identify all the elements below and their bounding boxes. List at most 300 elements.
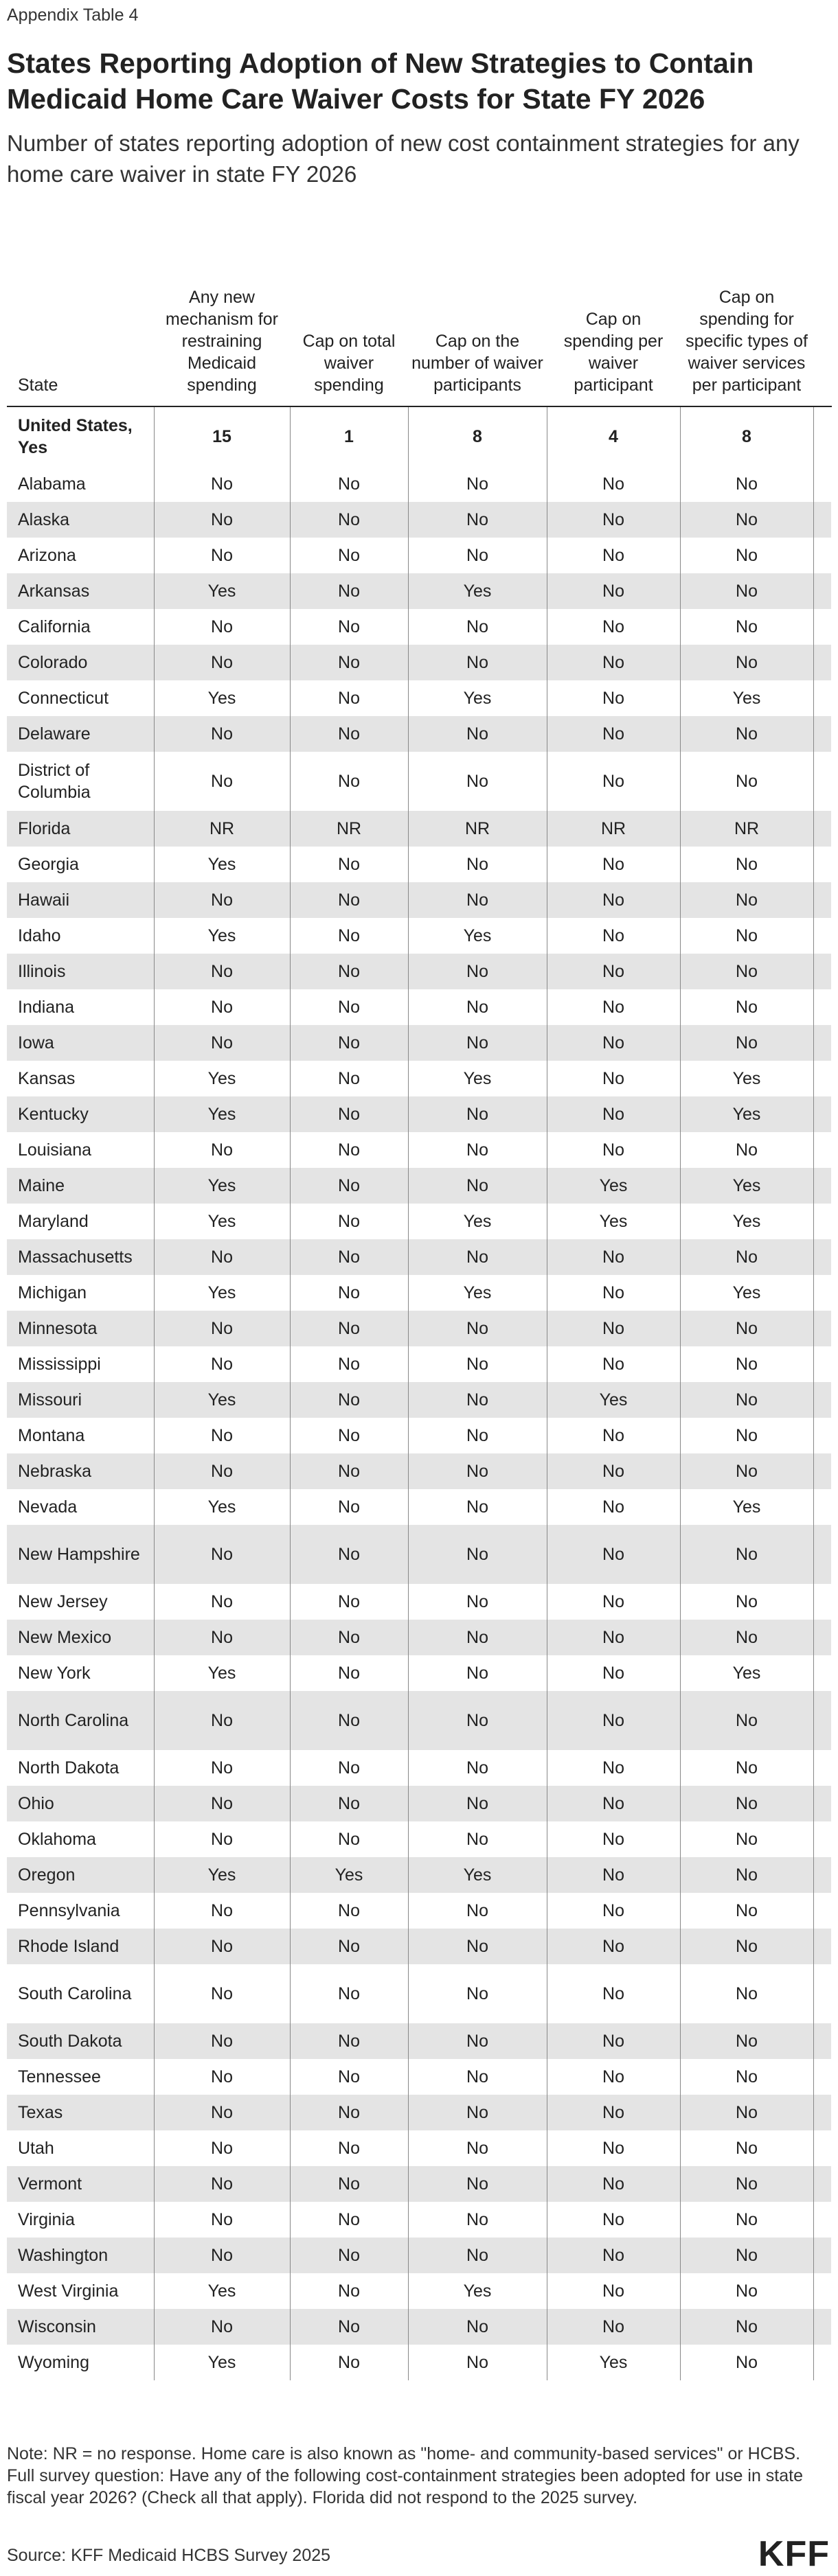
cell-cap-per-participant: No (547, 1620, 680, 1655)
table-row (7, 1691, 831, 1750)
cell-cap-total-spending: No (290, 1275, 408, 1311)
table-row (7, 1584, 831, 1620)
cell-cap-total-spending: No (290, 1750, 408, 1786)
table-cell-cutoff (813, 1382, 831, 1418)
table-cell-cutoff (813, 1857, 831, 1893)
cell-cap-specific-services: No (680, 1525, 813, 1584)
cell-cap-total-spending: No (290, 2059, 408, 2095)
cell-cap-participants: No (408, 2023, 547, 2059)
page-subtitle: Number of states reporting adoption of new cost containment strategies for any home care waiver in state FY 2026 (7, 130, 800, 187)
cell-cap-participants: No (408, 645, 547, 680)
cell-cap-per-participant: No (547, 1239, 680, 1275)
table-cell-cutoff (813, 2309, 831, 2345)
cell-cap-specific-services: Yes (680, 680, 813, 716)
cell-cap-participants: No (408, 1453, 547, 1489)
cell-cap-specific-services: No (680, 1311, 813, 1346)
cell-cap-specific-services: No (680, 1857, 813, 1893)
table-cell-cutoff (813, 2202, 831, 2238)
cell-cap-per-participant: No (547, 2059, 680, 2095)
table-row (7, 1620, 831, 1655)
column-header-cap-total-spending: Cap on total waiver spending (302, 332, 396, 395)
cell-cap-participants: No (408, 1239, 547, 1275)
cell-cap-total-spending: No (290, 918, 408, 954)
cell-cap-participants: No (408, 752, 547, 811)
state-name-cell: South Carolina (7, 1964, 154, 2023)
state-name-cell: Iowa (7, 1025, 154, 1061)
cell-cap-per-participant: No (547, 680, 680, 716)
table-cell-cutoff (813, 989, 831, 1025)
cell-cap-specific-services: No (680, 1786, 813, 1821)
cell-cap-specific-services: Yes (680, 1096, 813, 1132)
total-cap-participants: 8 (408, 406, 547, 466)
state-name-cell: Mississippi (7, 1346, 154, 1382)
cell-cap-specific-services: No (680, 1453, 813, 1489)
cell-cap-participants: No (408, 1786, 547, 1821)
cell-cap-specific-services: No (680, 2238, 813, 2273)
state-name-cell: Illinois (7, 954, 154, 989)
cell-cap-total-spending: No (290, 2023, 408, 2059)
cell-cap-participants: No (408, 1525, 547, 1584)
cell-cap-per-participant: No (547, 1786, 680, 1821)
cell-cap-participants: No (408, 1893, 547, 1929)
state-name-cell: Kentucky (7, 1096, 154, 1132)
table-row (7, 1821, 831, 1857)
cell-cap-participants: No (408, 1132, 547, 1168)
state-name-cell: Wisconsin (7, 2309, 154, 2345)
cell-cap-per-participant: No (547, 1857, 680, 1893)
cell-cap-total-spending: No (290, 954, 408, 989)
cell-cap-total-spending: No (290, 538, 408, 573)
cell-cap-participants: No (408, 954, 547, 989)
cell-cap-participants: Yes (408, 2273, 547, 2309)
data-table (7, 217, 832, 2380)
cell-cap-per-participant: No (547, 2202, 680, 2238)
cell-cap-specific-services: No (680, 1620, 813, 1655)
table-row (7, 2130, 831, 2166)
data-table-container (7, 217, 831, 2380)
cell-cap-total-spending: No (290, 1929, 408, 1964)
cell-cap-total-spending: No (290, 1204, 408, 1239)
cell-cap-participants: No (408, 1311, 547, 1346)
cell-cap-specific-services: No (680, 1750, 813, 1786)
cell-cap-participants: No (408, 1096, 547, 1132)
table-cell-cutoff (813, 1893, 831, 1929)
state-name-cell: Nebraska (7, 1453, 154, 1489)
table-row (7, 1168, 831, 1204)
cell-cap-total-spending: No (290, 1620, 408, 1655)
cell-any-new-mechanism: Yes (154, 1275, 290, 1311)
cell-cap-specific-services: No (680, 2023, 813, 2059)
cell-cap-per-participant: No (547, 1311, 680, 1346)
cell-cap-total-spending: No (290, 1489, 408, 1525)
table-cell-cutoff (813, 752, 831, 811)
table-row (7, 811, 831, 847)
cell-any-new-mechanism: No (154, 1964, 290, 2023)
cell-cap-total-spending: No (290, 502, 408, 538)
cell-any-new-mechanism: No (154, 645, 290, 680)
total-row (7, 406, 831, 466)
cell-any-new-mechanism: No (154, 1453, 290, 1489)
column-header-state: State (18, 376, 58, 395)
table-row (7, 502, 831, 538)
cell-cap-participants: Yes (408, 1857, 547, 1893)
cell-cap-specific-services: Yes (680, 1655, 813, 1691)
total-row-label: United States, Yes (7, 406, 154, 466)
kicker-label: Appendix Table 4 (7, 5, 139, 25)
cell-any-new-mechanism: No (154, 1750, 290, 1786)
table-cell-cutoff (813, 645, 831, 680)
state-name-cell: Utah (7, 2130, 154, 2166)
cell-cap-total-spending: No (290, 1382, 408, 1418)
cell-cap-per-participant: No (547, 882, 680, 918)
state-name-cell: Rhode Island (7, 1929, 154, 1964)
cell-cap-per-participant: No (547, 466, 680, 502)
cell-cap-specific-services: No (680, 645, 813, 680)
table-cell-cutoff (813, 882, 831, 918)
table-row (7, 1893, 831, 1929)
cell-cap-specific-services: No (680, 1418, 813, 1453)
cell-cap-participants: No (408, 882, 547, 918)
table-cell-cutoff (813, 954, 831, 989)
cell-any-new-mechanism: No (154, 1821, 290, 1857)
cell-cap-specific-services: Yes (680, 1061, 813, 1096)
cell-cap-per-participant: No (547, 1061, 680, 1096)
table-row (7, 1489, 831, 1525)
state-name-cell: Montana (7, 1418, 154, 1453)
cell-cap-total-spending: No (290, 1061, 408, 1096)
cell-cap-specific-services: No (680, 2095, 813, 2130)
cell-cap-participants: Yes (408, 1204, 547, 1239)
cell-any-new-mechanism: Yes (154, 1489, 290, 1525)
cell-cap-total-spending: No (290, 2273, 408, 2309)
cell-cap-specific-services: No (680, 2166, 813, 2202)
cell-any-new-mechanism: Yes (154, 1168, 290, 1204)
cell-any-new-mechanism: Yes (154, 680, 290, 716)
cell-cap-participants: No (408, 1168, 547, 1204)
cell-cap-specific-services: No (680, 466, 813, 502)
cell-cap-per-participant: No (547, 502, 680, 538)
cell-cap-participants: No (408, 2095, 547, 2130)
table-row (7, 1239, 831, 1275)
cell-cap-per-participant: No (547, 847, 680, 882)
table-row (7, 609, 831, 645)
table-cell-cutoff (813, 1525, 831, 1584)
cell-any-new-mechanism: No (154, 1620, 290, 1655)
column-header-cap-participants: Cap on the number of waiver participants (411, 332, 543, 395)
table-row (7, 752, 831, 811)
cell-cap-specific-services: No (680, 502, 813, 538)
state-name-cell: Virginia (7, 2202, 154, 2238)
cell-cap-specific-services: No (680, 1382, 813, 1418)
cell-cap-per-participant: No (547, 989, 680, 1025)
cell-cap-specific-services: No (680, 1346, 813, 1382)
cell-cap-total-spending: No (290, 1132, 408, 1168)
table-cell-cutoff (813, 1239, 831, 1275)
table-row (7, 466, 831, 502)
cell-cap-total-spending: No (290, 2095, 408, 2130)
footnote: Note: NR = no response. Home care is also known as "home- and community-based services" or HCBS. Full survey question: Have any of the following cost-containment strategies been adopted for use in state fiscal year 2026? (Check all that apply). Florida did not respond to the 2025 survey. (7, 2444, 803, 2507)
cell-any-new-mechanism: Yes (154, 1204, 290, 1239)
state-name-cell: Vermont (7, 2166, 154, 2202)
table-row (7, 1204, 831, 1239)
table-cell-cutoff (813, 811, 831, 847)
state-name-cell: Pennsylvania (7, 1893, 154, 1929)
cell-cap-total-spending: No (290, 2166, 408, 2202)
state-name-cell: Florida (7, 811, 154, 847)
cell-any-new-mechanism: No (154, 2202, 290, 2238)
state-name-cell: Alabama (7, 466, 154, 502)
cell-any-new-mechanism: No (154, 538, 290, 573)
table-cell-cutoff (813, 2345, 831, 2380)
cell-any-new-mechanism: No (154, 466, 290, 502)
cell-cap-total-spending: No (290, 1525, 408, 1584)
cell-any-new-mechanism: No (154, 1239, 290, 1275)
cell-cap-total-spending: No (290, 466, 408, 502)
table-cell-cutoff (813, 1821, 831, 1857)
state-name-cell: Oklahoma (7, 1821, 154, 1857)
cell-any-new-mechanism: No (154, 609, 290, 645)
cell-any-new-mechanism: No (154, 2095, 290, 2130)
table-cell-cutoff (813, 1311, 831, 1346)
state-name-cell: Ohio (7, 1786, 154, 1821)
cell-cap-specific-services: No (680, 847, 813, 882)
cell-cap-per-participant: No (547, 1584, 680, 1620)
table-row (7, 680, 831, 716)
cell-cap-participants: NR (408, 811, 547, 847)
cell-cap-per-participant: No (547, 538, 680, 573)
cell-any-new-mechanism: No (154, 1132, 290, 1168)
cell-any-new-mechanism: No (154, 716, 290, 752)
total-any-new-mechanism: 15 (154, 406, 290, 466)
state-name-cell: Maryland (7, 1204, 154, 1239)
cell-any-new-mechanism: No (154, 1525, 290, 1584)
cell-cap-total-spending: No (290, 1691, 408, 1750)
table-row (7, 2023, 831, 2059)
cell-cap-participants: Yes (408, 1061, 547, 1096)
cell-cap-total-spending: No (290, 1893, 408, 1929)
cell-cap-specific-services: No (680, 918, 813, 954)
table-row (7, 1275, 831, 1311)
table-cell-cutoff (813, 1750, 831, 1786)
table-cell-cutoff (813, 2130, 831, 2166)
table-cell-cutoff (813, 2273, 831, 2309)
table-row (7, 1786, 831, 1821)
table-cell-cutoff (813, 680, 831, 716)
cell-cap-participants: No (408, 2238, 547, 2273)
cell-cap-per-participant: No (547, 645, 680, 680)
cell-cap-per-participant: No (547, 716, 680, 752)
cell-cap-total-spending: No (290, 1964, 408, 2023)
table-row (7, 1096, 831, 1132)
cell-cap-specific-services: No (680, 1691, 813, 1750)
header-row (7, 217, 831, 406)
cell-cap-total-spending: No (290, 609, 408, 645)
cell-any-new-mechanism: No (154, 989, 290, 1025)
table-row (7, 954, 831, 989)
table-cell-cutoff (813, 847, 831, 882)
cell-any-new-mechanism: No (154, 1929, 290, 1964)
column-header-cap-per-participant: Cap on spending per waiver participant (563, 310, 664, 395)
cell-cap-per-participant: No (547, 1691, 680, 1750)
cell-cap-per-participant: No (547, 573, 680, 609)
cell-cap-participants: No (408, 1025, 547, 1061)
cell-cap-participants: Yes (408, 1275, 547, 1311)
cell-cap-specific-services: No (680, 2345, 813, 2380)
table-cell-cutoff (813, 2095, 831, 2130)
cell-any-new-mechanism: No (154, 2059, 290, 2095)
cell-cap-total-spending: No (290, 1786, 408, 1821)
cell-cap-total-spending: No (290, 2345, 408, 2380)
cell-cap-participants: No (408, 2059, 547, 2095)
cell-cap-total-spending: No (290, 2202, 408, 2238)
cell-cap-participants: No (408, 2202, 547, 2238)
state-name-cell: Alaska (7, 502, 154, 538)
cell-cap-per-participant: NR (547, 811, 680, 847)
table-cell-cutoff (813, 1929, 831, 1964)
table-row (7, 2273, 831, 2309)
cell-cap-participants: No (408, 1382, 547, 1418)
kff-logo: KFF (758, 2534, 830, 2574)
cell-cap-participants: No (408, 989, 547, 1025)
state-name-cell: Nevada (7, 1489, 154, 1525)
table-row (7, 1382, 831, 1418)
state-name-cell: Tennessee (7, 2059, 154, 2095)
table-row (7, 2095, 831, 2130)
cell-cap-per-participant: No (547, 1275, 680, 1311)
cell-cap-participants: No (408, 502, 547, 538)
state-name-cell: District of Columbia (7, 752, 154, 811)
cell-cap-participants: No (408, 1750, 547, 1786)
table-row (7, 645, 831, 680)
table-row (7, 1025, 831, 1061)
table-row (7, 2202, 831, 2238)
table-row (7, 882, 831, 918)
state-name-cell: Arizona (7, 538, 154, 573)
cell-cap-total-spending: No (290, 1418, 408, 1453)
cell-any-new-mechanism: No (154, 2130, 290, 2166)
cell-cap-total-spending: No (290, 2309, 408, 2345)
state-name-cell: Georgia (7, 847, 154, 882)
cell-any-new-mechanism: No (154, 954, 290, 989)
cell-cap-specific-services: No (680, 573, 813, 609)
cell-cap-specific-services: No (680, 882, 813, 918)
cell-cap-total-spending: No (290, 1821, 408, 1857)
cell-cap-total-spending: No (290, 2130, 408, 2166)
state-name-cell: New York (7, 1655, 154, 1691)
cell-cap-participants: Yes (408, 918, 547, 954)
table-row (7, 1964, 831, 2023)
state-name-cell: Idaho (7, 918, 154, 954)
cell-cap-total-spending: No (290, 645, 408, 680)
table-cell-cutoff (813, 918, 831, 954)
cell-cap-total-spending: No (290, 2238, 408, 2273)
cell-any-new-mechanism: Yes (154, 847, 290, 882)
table-cell-cutoff (813, 716, 831, 752)
cell-cap-total-spending: NR (290, 811, 408, 847)
cell-cap-total-spending: No (290, 1346, 408, 1382)
cell-cap-per-participant: No (547, 1525, 680, 1584)
state-name-cell: North Carolina (7, 1691, 154, 1750)
cell-any-new-mechanism: No (154, 1584, 290, 1620)
table-row (7, 989, 831, 1025)
total-cap-total-spending: 1 (290, 406, 408, 466)
state-name-cell: Kansas (7, 1061, 154, 1096)
table-cell-cutoff (813, 2166, 831, 2202)
state-name-cell: Delaware (7, 716, 154, 752)
cell-cap-per-participant: Yes (547, 1204, 680, 1239)
cell-cap-specific-services: No (680, 2202, 813, 2238)
cell-cap-specific-services: No (680, 609, 813, 645)
cell-cap-total-spending: No (290, 989, 408, 1025)
cell-cap-total-spending: No (290, 573, 408, 609)
table-cell-cutoff (813, 502, 831, 538)
table-row (7, 1132, 831, 1168)
column-header-any-new-mechanism: Any new mechanism for restraining Medicaid spending (166, 288, 278, 395)
cell-cap-per-participant: No (547, 2273, 680, 2309)
table-cell-cutoff (813, 1275, 831, 1311)
state-name-cell: Oregon (7, 1857, 154, 1893)
cell-cap-per-participant: No (547, 1132, 680, 1168)
state-name-cell: Maine (7, 1168, 154, 1204)
cell-cap-per-participant: Yes (547, 2345, 680, 2380)
cell-cap-specific-services: No (680, 1929, 813, 1964)
cell-cap-per-participant: No (547, 1418, 680, 1453)
cell-cap-specific-services: Yes (680, 1275, 813, 1311)
state-name-cell: New Jersey (7, 1584, 154, 1620)
cell-any-new-mechanism: Yes (154, 1061, 290, 1096)
cell-any-new-mechanism: No (154, 2309, 290, 2345)
cell-cap-specific-services: NR (680, 811, 813, 847)
cell-any-new-mechanism: No (154, 1025, 290, 1061)
cell-cap-specific-services: No (680, 1239, 813, 1275)
cell-cap-per-participant: No (547, 1655, 680, 1691)
cell-cap-total-spending: No (290, 716, 408, 752)
cell-cap-per-participant: No (547, 1750, 680, 1786)
table-row (7, 716, 831, 752)
cell-cap-specific-services: No (680, 2273, 813, 2309)
cell-cap-total-spending: Yes (290, 1857, 408, 1893)
cell-cap-participants: No (408, 1620, 547, 1655)
cell-cap-total-spending: No (290, 1096, 408, 1132)
cell-any-new-mechanism: Yes (154, 1096, 290, 1132)
total-cap-per-participant: 4 (547, 406, 680, 466)
cell-cap-participants: Yes (408, 573, 547, 609)
table-row (7, 1655, 831, 1691)
cell-cap-per-participant: No (547, 2166, 680, 2202)
table-cell-cutoff (813, 1964, 831, 2023)
cell-any-new-mechanism: No (154, 502, 290, 538)
state-name-cell: Missouri (7, 1382, 154, 1418)
cell-cap-participants: Yes (408, 680, 547, 716)
cell-cap-specific-services: Yes (680, 1168, 813, 1204)
cell-cap-total-spending: No (290, 1168, 408, 1204)
table-row (7, 2166, 831, 2202)
cell-cap-total-spending: No (290, 1584, 408, 1620)
cell-cap-participants: No (408, 1346, 547, 1382)
cell-any-new-mechanism: No (154, 1893, 290, 1929)
cell-cap-participants: No (408, 1929, 547, 1964)
state-name-cell: North Dakota (7, 1750, 154, 1786)
table-cell-cutoff (813, 1655, 831, 1691)
table-body (7, 406, 831, 2380)
cell-cap-per-participant: No (547, 752, 680, 811)
cell-cap-total-spending: No (290, 1453, 408, 1489)
cell-cap-total-spending: No (290, 847, 408, 882)
table-cell-cutoff (813, 1132, 831, 1168)
state-name-cell: Washington (7, 2238, 154, 2273)
table-row (7, 2238, 831, 2273)
table-row (7, 2345, 831, 2380)
